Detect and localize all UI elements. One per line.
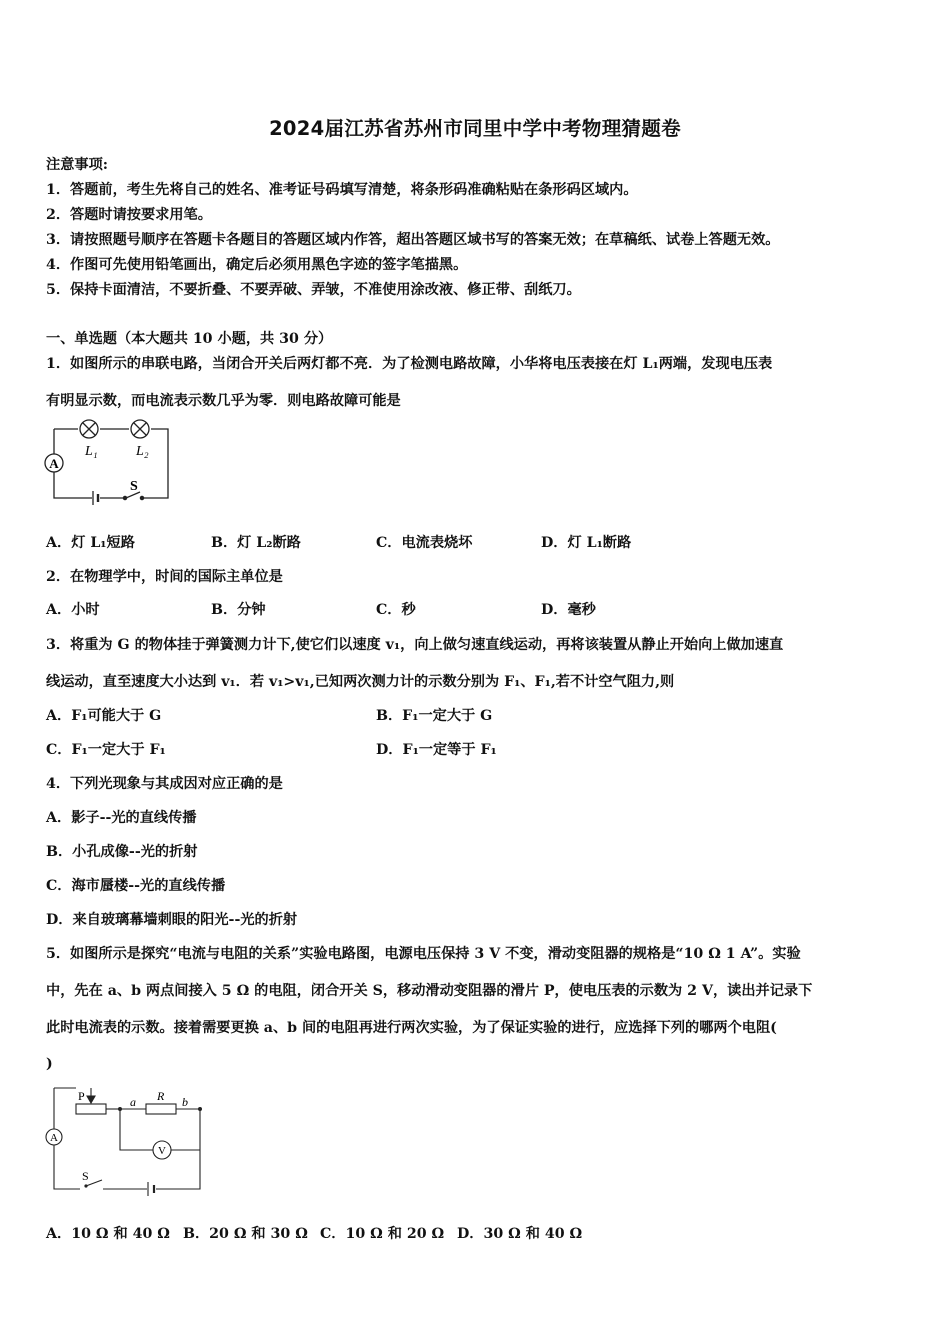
q5-option-a[interactable]: A．10 Ω 和 40 Ω xyxy=(46,1226,170,1242)
page-title: 2024届江苏省苏州市同里中学中考物理猜题卷 xyxy=(269,117,681,140)
rheostat-icon xyxy=(76,1104,106,1114)
notice-item: 5．保持卡面清洁，不要折叠、不要弄破、弄皱，不准使用涂改液、修正带、刮纸刀。 xyxy=(46,282,581,298)
q4-stem: 4．下列光现象与其成因对应正确的是 xyxy=(46,776,283,792)
q3-option-d[interactable]: D．F₁一定等于 F₁ xyxy=(376,742,497,758)
resistor-label: R xyxy=(157,1089,165,1103)
q3-option-b[interactable]: B．F₁一定大于 G xyxy=(376,708,493,724)
q4-option-b[interactable]: B．小孔成像--光的折射 xyxy=(46,844,198,860)
q5-circuit-diagram xyxy=(40,1082,215,1197)
resistor-icon xyxy=(146,1104,176,1114)
q3-stem-line2: 线运动，直至速度大小达到 v₁．若 v₁>v₁,已知两次测力计的示数分别为 F₁、F₁,若不计空气阻力,则 xyxy=(46,674,675,690)
q5-stem-line3: 此时电流表的示数。接着需要更换 a、b 间的电阻再进行两次实验，为了保证实验的进行，应选择下列的哪两个电阻( xyxy=(46,1020,777,1036)
q5-stem-line1: 5．如图所示是探究“电流与电阻的关系”实验电路图，电源电压保持 3 V 不变，滑动变阻器的规格是“10 Ω 1 A”。实验 xyxy=(46,946,801,962)
q3-option-c[interactable]: C．F₁一定大于 F₁ xyxy=(46,742,166,758)
q2-option-b[interactable]: B．分钟 xyxy=(211,602,266,618)
ammeter-label: A xyxy=(49,456,59,471)
q5-option-b[interactable]: B．20 Ω 和 30 Ω xyxy=(183,1226,308,1242)
q4-option-a[interactable]: A．影子--光的直线传播 xyxy=(46,810,197,826)
lamp-l2-label: L₂ xyxy=(136,444,149,459)
slider-label: P xyxy=(78,1089,85,1103)
notice-item: 1．答题前，考生先将自己的姓名、准考证号码填写清楚，将条形码准确粘贴在条形码区域内。 xyxy=(46,182,638,198)
q1-stem-line1: 1．如图所示的串联电路，当闭合开关后两灯都不亮．为了检测电路故障，小华将电压表接在灯 L₁两端，发现电压表 xyxy=(46,356,773,372)
q5-option-c[interactable]: C．10 Ω 和 20 Ω xyxy=(320,1226,445,1242)
switch-label: S xyxy=(82,1169,89,1183)
point-a-label: a xyxy=(130,1095,136,1109)
point-b-label: b xyxy=(182,1095,188,1109)
q1-option-a[interactable]: A．灯 L₁短路 xyxy=(46,535,135,551)
section-heading: 一、单选题（本大题共 10 小题，共 30 分） xyxy=(46,331,333,347)
q5-option-d[interactable]: D．30 Ω 和 40 Ω xyxy=(457,1226,583,1242)
q5-stem-line4: ) xyxy=(46,1056,53,1072)
notice-heading: 注意事项: xyxy=(46,157,108,173)
q3-stem-line1: 3．将重为 G 的物体挂于弹簧测力计下,使它们以速度 v₁，向上做匀速直线运动，再将该装置从静止开始向上做加速直 xyxy=(46,637,784,653)
q1-option-b[interactable]: B．灯 L₂断路 xyxy=(211,535,301,551)
switch-label: S xyxy=(130,479,138,494)
q2-stem: 2．在物理学中，时间的国际主单位是 xyxy=(46,569,283,585)
notice-item: 2．答题时请按要求用笔。 xyxy=(46,207,212,223)
q4-option-d[interactable]: D．来自玻璃幕墙刺眼的阳光--光的折射 xyxy=(46,912,298,928)
q2-option-d[interactable]: D．毫秒 xyxy=(541,602,596,618)
voltmeter-label: V xyxy=(158,1145,166,1157)
q2-option-a[interactable]: A．小时 xyxy=(46,602,100,618)
q5-stem-line2: 中，先在 a、b 两点间接入 5 Ω 的电阻，闭合开关 S，移动滑动变阻器的滑片 P，使电压表的示数为 2 V，读出并记录下 xyxy=(46,983,813,999)
q1-stem-line2: 有明显示数，而电流表示数几乎为零．则电路故障可能是 xyxy=(46,393,401,409)
lamp-l1-label: L₁ xyxy=(85,444,98,459)
q2-option-c[interactable]: C．秒 xyxy=(376,602,416,618)
q1-option-c[interactable]: C．电流表烧坏 xyxy=(376,535,473,551)
q1-option-d[interactable]: D．灯 L₁断路 xyxy=(541,535,632,551)
ammeter-label: A xyxy=(50,1132,58,1144)
q1-circuit-diagram xyxy=(40,418,180,508)
q4-option-c[interactable]: C．海市蜃楼--光的直线传播 xyxy=(46,878,226,894)
notice-item: 4．作图可先使用铅笔画出，确定后必须用黑色字迹的签字笔描黑。 xyxy=(46,257,468,273)
q3-option-a[interactable]: A．F₁可能大于 G xyxy=(46,708,162,724)
notice-item: 3．请按照题号顺序在答题卡各题目的答题区域内作答，超出答题区域书写的答案无效；在草稿纸、试卷上答题无效。 xyxy=(46,232,780,248)
